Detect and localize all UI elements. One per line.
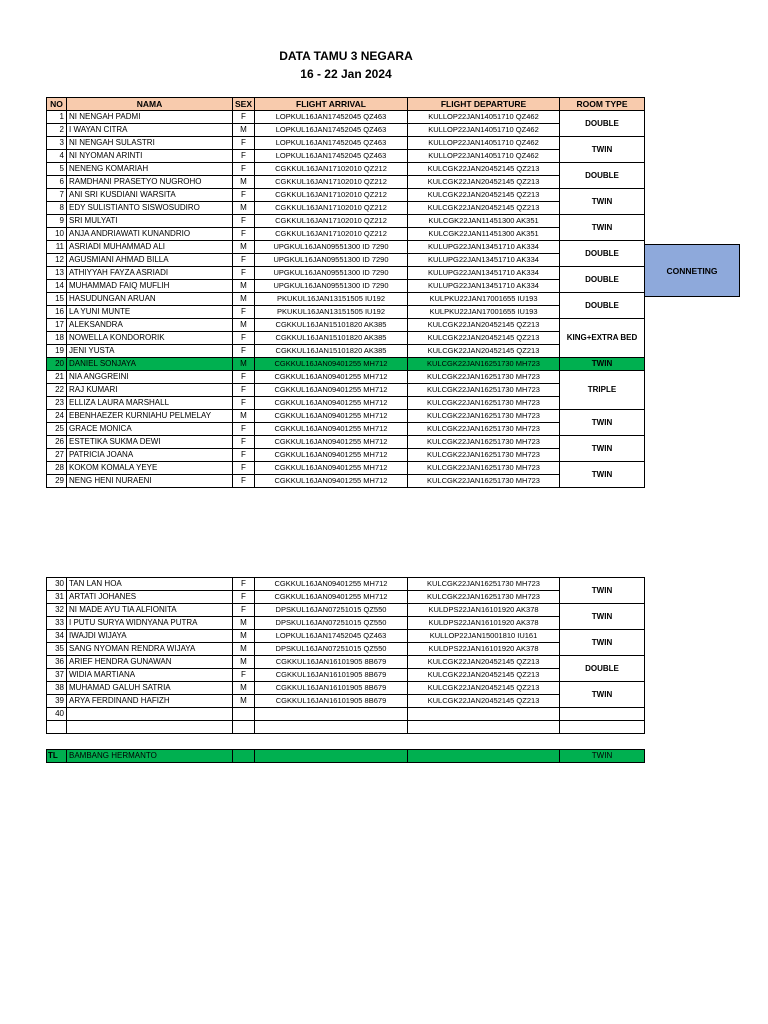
flight-departure: KULLOP22JAN15001810 IU161 (408, 630, 560, 643)
guest-sex (233, 708, 255, 721)
guest-sex: F (233, 384, 255, 397)
room-type: TWIN (560, 682, 645, 708)
flight-arrival: CGKKUL16JAN16101905 8B679 (255, 669, 408, 682)
guest-sex: F (233, 254, 255, 267)
guest-no: 31 (47, 591, 67, 604)
flight-arrival: DPSKUL16JAN07251015 QZ550 (255, 617, 408, 630)
guest-name: EDY SULISTIANTO SISWOSUDIRO (67, 202, 233, 215)
flight-arrival: PKUKUL16JAN13151505 IU192 (255, 293, 408, 306)
guest-no: 29 (47, 475, 67, 488)
guest-sex: F (233, 332, 255, 345)
flight-departure: KULCGK22JAN20452145 QZ213 (408, 695, 560, 708)
room-type: KING+EXTRA BED (560, 319, 645, 358)
flight-arrival: CGKKUL16JAN09401255 MH712 (255, 578, 408, 591)
flight-departure: KULDPS22JAN16101920 AK378 (408, 617, 560, 630)
flight-arrival: CGKKUL16JAN09401255 MH712 (255, 475, 408, 488)
room-type: DOUBLE (560, 111, 645, 137)
guest-name: RAMDHANI PRASETYO NUGROHO (67, 176, 233, 189)
table-row (47, 358, 645, 371)
guest-no (47, 721, 67, 734)
guest-name: NI NENGAH SULASTRI (67, 137, 233, 150)
room-type (560, 708, 645, 721)
header-sex: SEX (233, 98, 255, 111)
flight-arrival: CGKKUL16JAN17102010 QZ212 (255, 228, 408, 241)
flight-arrival: CGKKUL16JAN15101820 AK385 (255, 345, 408, 358)
flight-arrival: CGKKUL16JAN16101905 8B679 (255, 695, 408, 708)
flight-arrival (255, 721, 408, 734)
guest-no: 11 (47, 241, 67, 254)
guest-name: ANI SRI KUSDIANI WARSITA (67, 189, 233, 202)
guest-name: WIDIA MARTIANA (67, 669, 233, 682)
guest-sex: M (233, 280, 255, 293)
flight-departure: KULCGK22JAN20452145 QZ213 (408, 669, 560, 682)
flight-arrival: CGKKUL16JAN09401255 MH712 (255, 384, 408, 397)
guest-name: NI NENGAH PADMI (67, 111, 233, 124)
room-type: TWIN (560, 436, 645, 462)
guest-sex: F (233, 578, 255, 591)
guest-no: 40 (47, 708, 67, 721)
tour-leader-table (46, 749, 645, 763)
flight-arrival: UPGKUL16JAN09551300 ID 7290 (255, 241, 408, 254)
guest-no: 14 (47, 280, 67, 293)
guest-sex: M (233, 358, 255, 371)
guest-no: 19 (47, 345, 67, 358)
flight-arrival: DPSKUL16JAN07251015 QZ550 (255, 643, 408, 656)
flight-arrival: CGKKUL16JAN15101820 AK385 (255, 332, 408, 345)
table-row (47, 228, 645, 241)
guest-sex: F (233, 306, 255, 319)
flight-arrival: CGKKUL16JAN09401255 MH712 (255, 358, 408, 371)
guest-sex: F (233, 163, 255, 176)
flight-departure: KULUPG22JAN13451710 AK334 (408, 267, 560, 280)
guest-name: NOWELLA KONDORORIK (67, 332, 233, 345)
table-row (47, 189, 645, 202)
guest-sex: F (233, 423, 255, 436)
table-row (47, 137, 645, 150)
table-row (47, 267, 645, 280)
guest-no: 3 (47, 137, 67, 150)
tl-no: TL (47, 750, 67, 763)
guest-name: ASRIADI MUHAMMAD ALI (67, 241, 233, 254)
room-type: TRIPLE (560, 371, 645, 410)
guest-no: 39 (47, 695, 67, 708)
room-type: TWIN (560, 410, 645, 436)
room-type (560, 721, 645, 734)
table-row (47, 656, 645, 669)
tl-departure (408, 750, 560, 763)
guest-sex: M (233, 319, 255, 332)
flight-arrival: CGKKUL16JAN09401255 MH712 (255, 449, 408, 462)
table-row (47, 254, 645, 267)
guest-sex: M (233, 656, 255, 669)
table-header-row (47, 98, 645, 111)
guest-no: 28 (47, 462, 67, 475)
guest-sex: F (233, 150, 255, 163)
guest-no: 33 (47, 617, 67, 630)
guest-no: 7 (47, 189, 67, 202)
tl-sex (233, 750, 255, 763)
guest-no: 27 (47, 449, 67, 462)
guest-sex: F (233, 397, 255, 410)
table-row (47, 591, 645, 604)
guest-sex: F (233, 215, 255, 228)
guest-no: 22 (47, 384, 67, 397)
tour-leader-row (47, 750, 645, 763)
header-no: NO (47, 98, 67, 111)
guest-no: 38 (47, 682, 67, 695)
guest-sex: F (233, 345, 255, 358)
room-type: DOUBLE (560, 267, 645, 293)
guest-name: ANJA ANDRIAWATI KUNANDRIO (67, 228, 233, 241)
guest-name: I WAYAN CITRA (67, 124, 233, 137)
flight-departure: KULCGK22JAN16251730 MH723 (408, 410, 560, 423)
tl-arrival (255, 750, 408, 763)
flight-departure: KULCGK22JAN20452145 QZ213 (408, 163, 560, 176)
flight-departure: KULCGK22JAN20452145 QZ213 (408, 189, 560, 202)
guest-no: 12 (47, 254, 67, 267)
flight-departure: KULPKU22JAN17001655 IU193 (408, 306, 560, 319)
guest-no: 20 (47, 358, 67, 371)
guest-sex: M (233, 176, 255, 189)
guest-name (67, 708, 233, 721)
guest-no: 16 (47, 306, 67, 319)
flight-departure: KULCGK22JAN20452145 QZ213 (408, 345, 560, 358)
guest-name: ARIEF HENDRA GUNAWAN (67, 656, 233, 669)
guest-sex: F (233, 449, 255, 462)
room-type: DOUBLE (560, 293, 645, 319)
flight-arrival: CGKKUL16JAN17102010 QZ212 (255, 163, 408, 176)
flight-arrival: UPGKUL16JAN09551300 ID 7290 (255, 267, 408, 280)
guest-table-main (46, 97, 645, 488)
guest-name: MUHAMAD GALUH SATRIA (67, 682, 233, 695)
flight-departure: KULPKU22JAN17001655 IU193 (408, 293, 560, 306)
flight-departure: KULLOP22JAN14051710 QZ462 (408, 150, 560, 163)
room-type: TWIN (560, 358, 645, 371)
guest-no: 15 (47, 293, 67, 306)
table-row (47, 150, 645, 163)
guest-name: ELLIZA LAURA MARSHALL (67, 397, 233, 410)
guest-name: NI MADE AYU TIA ALFIONITA (67, 604, 233, 617)
flight-arrival: DPSKUL16JAN07251015 QZ550 (255, 604, 408, 617)
guest-name: MUHAMMAD FAIQ MUFLIH (67, 280, 233, 293)
flight-arrival: CGKKUL16JAN09401255 MH712 (255, 410, 408, 423)
tl-room: TWIN (560, 750, 645, 763)
table-row (47, 384, 645, 397)
guest-sex: M (233, 124, 255, 137)
room-type: TWIN (560, 578, 645, 604)
table-row (47, 371, 645, 384)
guest-name: ALEKSANDRA (67, 319, 233, 332)
connecting-note: CONNETING (644, 244, 740, 297)
guest-sex: M (233, 630, 255, 643)
flight-departure: KULCGK22JAN16251730 MH723 (408, 449, 560, 462)
header-flight-arrival: FLIGHT ARRIVAL (255, 98, 408, 111)
flight-arrival: PKUKUL16JAN13151505 IU192 (255, 306, 408, 319)
flight-departure: KULCGK22JAN16251730 MH723 (408, 423, 560, 436)
table-row (47, 604, 645, 617)
table-row (47, 475, 645, 488)
guest-name: SANG NYOMAN RENDRA WIJAYA (67, 643, 233, 656)
guest-name: NI NYOMAN ARINTI (67, 150, 233, 163)
guest-name: JENI YUSTA (67, 345, 233, 358)
room-type: DOUBLE (560, 163, 645, 189)
flight-departure (408, 708, 560, 721)
guest-sex: F (233, 669, 255, 682)
flight-departure: KULCGK22JAN16251730 MH723 (408, 384, 560, 397)
table-row (47, 669, 645, 682)
flight-departure: KULUPG22JAN13451710 AK334 (408, 241, 560, 254)
table-row (47, 449, 645, 462)
guest-sex: F (233, 137, 255, 150)
guest-name: ATHIYYAH FAYZA ASRIADI (67, 267, 233, 280)
flight-arrival: LOPKUL16JAN17452045 QZ463 (255, 150, 408, 163)
flight-arrival: CGKKUL16JAN09401255 MH712 (255, 462, 408, 475)
guest-sex: M (233, 682, 255, 695)
flight-departure: KULLOP22JAN14051710 QZ462 (408, 124, 560, 137)
room-type: TWIN (560, 462, 645, 488)
flight-arrival: CGKKUL16JAN09401255 MH712 (255, 591, 408, 604)
table-row (47, 462, 645, 475)
guest-sex: F (233, 462, 255, 475)
flight-departure: KULCGK22JAN20452145 QZ213 (408, 682, 560, 695)
table-row (47, 436, 645, 449)
guest-sex (233, 721, 255, 734)
guest-no: 13 (47, 267, 67, 280)
guest-name: KOKOM KOMALA YEYE (67, 462, 233, 475)
guest-name: GRACE MONICA (67, 423, 233, 436)
guest-sex: F (233, 371, 255, 384)
flight-departure: KULCGK22JAN20452145 QZ213 (408, 202, 560, 215)
guest-no: 4 (47, 150, 67, 163)
guest-no: 21 (47, 371, 67, 384)
guest-name: RAJ KUMARI (67, 384, 233, 397)
table-row (47, 306, 645, 319)
guest-no: 25 (47, 423, 67, 436)
guest-name: NENENG KOMARIAH (67, 163, 233, 176)
flight-arrival: CGKKUL16JAN17102010 QZ212 (255, 202, 408, 215)
guest-sex: M (233, 202, 255, 215)
guest-no: 30 (47, 578, 67, 591)
table-row (47, 578, 645, 591)
table-row (47, 319, 645, 332)
guest-name: TAN LAN HOA (67, 578, 233, 591)
table-row (47, 695, 645, 708)
guest-sex: M (233, 410, 255, 423)
flight-departure: KULDPS22JAN16101920 AK378 (408, 643, 560, 656)
room-type: DOUBLE (560, 241, 645, 267)
flight-arrival: CGKKUL16JAN09401255 MH712 (255, 397, 408, 410)
table-row (47, 241, 645, 254)
flight-departure: KULCGK22JAN20452145 QZ213 (408, 656, 560, 669)
guest-name: IWAJDI WIJAYA (67, 630, 233, 643)
guest-no: 2 (47, 124, 67, 137)
flight-departure: KULCGK22JAN16251730 MH723 (408, 397, 560, 410)
room-type: TWIN (560, 215, 645, 241)
flight-departure: KULCGK22JAN11451300 AK351 (408, 215, 560, 228)
flight-departure (408, 721, 560, 734)
flight-departure: KULCGK22JAN11451300 AK351 (408, 228, 560, 241)
table-row (47, 163, 645, 176)
flight-arrival: CGKKUL16JAN09401255 MH712 (255, 371, 408, 384)
guest-name: LA YUNI MUNTE (67, 306, 233, 319)
flight-departure: KULCGK22JAN20452145 QZ213 (408, 319, 560, 332)
table-row (47, 345, 645, 358)
flight-arrival: CGKKUL16JAN15101820 AK385 (255, 319, 408, 332)
flight-arrival: CGKKUL16JAN09401255 MH712 (255, 423, 408, 436)
flight-departure: KULCGK22JAN16251730 MH723 (408, 475, 560, 488)
page-subtitle: 16 - 22 Jan 2024 (300, 67, 392, 81)
flight-departure: KULDPS22JAN16101920 AK378 (408, 604, 560, 617)
flight-arrival: CGKKUL16JAN09401255 MH712 (255, 436, 408, 449)
guest-sex: F (233, 267, 255, 280)
room-type: TWIN (560, 137, 645, 163)
guest-sex: F (233, 591, 255, 604)
flight-departure: KULCGK22JAN16251730 MH723 (408, 436, 560, 449)
guest-no: 24 (47, 410, 67, 423)
guest-sex: M (233, 241, 255, 254)
guest-name: ARYA FERDINAND HAFIZH (67, 695, 233, 708)
flight-arrival: CGKKUL16JAN17102010 QZ212 (255, 189, 408, 202)
table-row (47, 423, 645, 436)
guest-sex: F (233, 475, 255, 488)
guest-name: ESTETIKA SUKMA DEWI (67, 436, 233, 449)
table-row (47, 111, 645, 124)
guest-no: 8 (47, 202, 67, 215)
flight-departure: KULCGK22JAN16251730 MH723 (408, 358, 560, 371)
flight-arrival: CGKKUL16JAN16101905 8B679 (255, 682, 408, 695)
room-type: TWIN (560, 630, 645, 656)
flight-departure: KULUPG22JAN13451710 AK334 (408, 280, 560, 293)
guest-no: 10 (47, 228, 67, 241)
flight-arrival: UPGKUL16JAN09551300 ID 7290 (255, 280, 408, 293)
guest-no: 6 (47, 176, 67, 189)
guest-name: HASUDUNGAN ARUAN (67, 293, 233, 306)
guest-name: ARTATI JOHANES (67, 591, 233, 604)
header-room-type: ROOM TYPE (560, 98, 645, 111)
table-row (47, 176, 645, 189)
guest-no: 5 (47, 163, 67, 176)
guest-no: 37 (47, 669, 67, 682)
flight-departure: KULCGK22JAN20452145 QZ213 (408, 332, 560, 345)
flight-arrival: UPGKUL16JAN09551300 ID 7290 (255, 254, 408, 267)
flight-arrival: LOPKUL16JAN17452045 QZ463 (255, 630, 408, 643)
tl-name: BAMBANG HERMANTO (67, 750, 233, 763)
flight-arrival (255, 708, 408, 721)
flight-departure: KULCGK22JAN20452145 QZ213 (408, 176, 560, 189)
guest-no: 23 (47, 397, 67, 410)
header-flight-departure: FLIGHT DEPARTURE (408, 98, 560, 111)
guest-no: 1 (47, 111, 67, 124)
guest-name: EBENHAEZER KURNIAHU PELMELAY (67, 410, 233, 423)
table-row (47, 643, 645, 656)
guest-no: 9 (47, 215, 67, 228)
guest-no: 36 (47, 656, 67, 669)
flight-departure: KULCGK22JAN16251730 MH723 (408, 591, 560, 604)
flight-departure: KULCGK22JAN16251730 MH723 (408, 578, 560, 591)
flight-arrival: LOPKUL16JAN17452045 QZ463 (255, 137, 408, 150)
table-row (47, 124, 645, 137)
guest-name (67, 721, 233, 734)
table-row (47, 721, 645, 734)
guest-name: NIA ANGGREINI (67, 371, 233, 384)
page-title: DATA TAMU 3 NEGARA (279, 49, 413, 63)
flight-arrival: LOPKUL16JAN17452045 QZ463 (255, 111, 408, 124)
guest-sex: F (233, 436, 255, 449)
table-row (47, 202, 645, 215)
guest-no: 32 (47, 604, 67, 617)
table-row (47, 708, 645, 721)
table-row (47, 397, 645, 410)
table-row (47, 410, 645, 423)
room-type: TWIN (560, 604, 645, 630)
guest-no: 34 (47, 630, 67, 643)
guest-sex: F (233, 228, 255, 241)
flight-arrival: CGKKUL16JAN16101905 8B679 (255, 656, 408, 669)
guest-table-continued (46, 577, 645, 734)
flight-departure: KULUPG22JAN13451710 AK334 (408, 254, 560, 267)
flight-departure: KULCGK22JAN16251730 MH723 (408, 371, 560, 384)
guest-name: NENG HENI NURAENI (67, 475, 233, 488)
table-row (47, 215, 645, 228)
table-row (47, 293, 645, 306)
table-row (47, 682, 645, 695)
table-row (47, 617, 645, 630)
header-nama: NAMA (67, 98, 233, 111)
flight-arrival: CGKKUL16JAN17102010 QZ212 (255, 215, 408, 228)
table-row (47, 280, 645, 293)
guest-name: I PUTU SURYA WIDNYANA PUTRA (67, 617, 233, 630)
guest-name: SRI MULYATI (67, 215, 233, 228)
guest-name: PATRICIA JOANA (67, 449, 233, 462)
guest-sex: M (233, 617, 255, 630)
table-row (47, 630, 645, 643)
table-row (47, 332, 645, 345)
guest-sex: F (233, 189, 255, 202)
guest-name: DANIEL SONJAYA (67, 358, 233, 371)
guest-no: 17 (47, 319, 67, 332)
guest-sex: M (233, 293, 255, 306)
guest-name: AGUSMIANI AHMAD BILLA (67, 254, 233, 267)
guest-no: 18 (47, 332, 67, 345)
flight-departure: KULCGK22JAN16251730 MH723 (408, 462, 560, 475)
flight-departure: KULLOP22JAN14051710 QZ462 (408, 137, 560, 150)
guest-sex: M (233, 643, 255, 656)
room-type: TWIN (560, 189, 645, 215)
guest-sex: M (233, 695, 255, 708)
guest-sex: F (233, 111, 255, 124)
guest-no: 26 (47, 436, 67, 449)
guest-no: 35 (47, 643, 67, 656)
flight-arrival: LOPKUL16JAN17452045 QZ463 (255, 124, 408, 137)
guest-sex: F (233, 604, 255, 617)
room-type: DOUBLE (560, 656, 645, 682)
flight-arrival: CGKKUL16JAN17102010 QZ212 (255, 176, 408, 189)
flight-departure: KULLOP22JAN14051710 QZ462 (408, 111, 560, 124)
